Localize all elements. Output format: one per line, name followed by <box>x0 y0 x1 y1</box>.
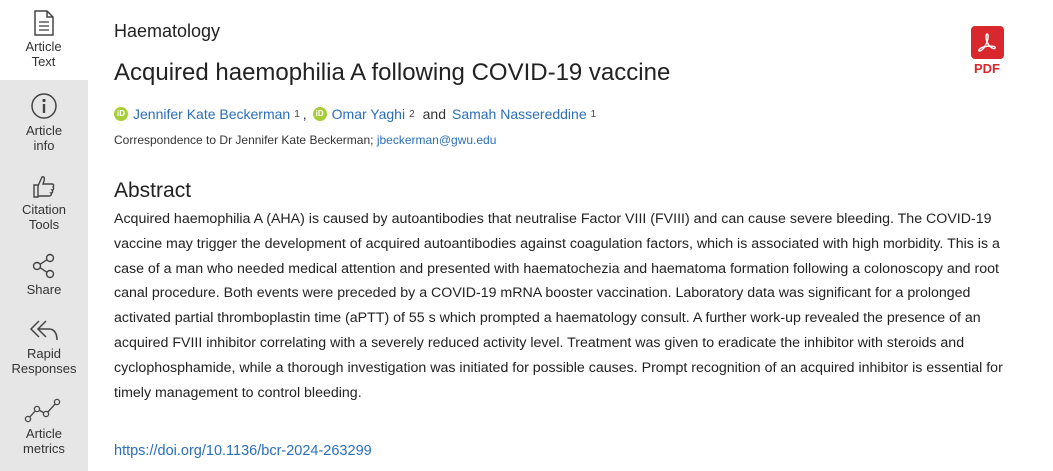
sidebar-item-article-text[interactable] <box>0 0 88 80</box>
info-icon <box>30 92 58 120</box>
sidebar-item-share[interactable] <box>0 253 88 297</box>
affiliation-number[interactable]: 1 <box>294 108 300 120</box>
affiliation-number[interactable]: 2 <box>409 108 415 120</box>
author-link[interactable]: Omar Yaghi <box>331 106 406 122</box>
author-list <box>114 106 596 122</box>
sidebar-item-rapid-responses[interactable] <box>0 317 88 376</box>
section-label: Haematology <box>114 21 221 41</box>
article-sidebar <box>0 0 88 471</box>
sidebar-item-article-metrics[interactable] <box>0 397 88 456</box>
pdf-label: PDF <box>974 61 1000 76</box>
correspondence-label: Correspondence to Dr Jennifer Kate Beckerman; <box>114 133 374 147</box>
reply-all-icon <box>29 317 59 343</box>
sidebar-item-citation-tools[interactable] <box>0 173 88 232</box>
sidebar-item-article-info[interactable] <box>0 92 88 153</box>
article-title: Acquired haemophilia A following COVID-19 vaccine <box>114 59 671 86</box>
affiliation-number[interactable]: 1 <box>590 108 597 120</box>
sidebar-item-label: Citation Tools <box>21 202 67 232</box>
pdf-icon <box>971 26 1004 59</box>
share-icon <box>31 253 57 279</box>
author-link[interactable]: Samah Nassereddine <box>451 106 587 122</box>
doi-link[interactable]: https://doi.org/10.1136/bcr-2024-263299 <box>114 443 372 459</box>
abstract-text: Acquired haemophilia A (AHA) is caused by autoantibodies that neutralise Factor VIII (FVIII) and can cause severe bleeding. The COVID-19 vaccine may trigger the development of acquired autoantibodies against coagulation factors, which is associated with high morbidity. This is a case of a man who needed medical attention and presented with haematochezia and haematoma formation following a colonoscopy and root canal procedure. Both events were preceded by a COVID-19 mRNA booster vaccination. Laboratory data was significant for a prolonged activated partial thromboplastin time (aPTT) of 55 s which prompted a haematology consult. A further work-up revealed the presence of an acquired FVIII inhibitor correlating with a severely reduced activity level. Treatment was given to eradicate the inhibitor with steroids and cyclophosphamide, while a thorough investigation was initiated for possible causes. Prompt recognition of an acquired inhibitor is essential for timely management to control bleeding. <box>114 211 1003 401</box>
sidebar-item-label: Article metrics <box>23 426 65 456</box>
abstract-heading: Abstract <box>114 179 192 202</box>
orcid-icon[interactable]: iD <box>313 107 327 121</box>
sidebar-item-label: Rapid Responses <box>11 346 77 376</box>
author-and: and <box>422 106 446 122</box>
document-icon <box>33 10 55 36</box>
sidebar-item-label: Article info <box>25 123 63 153</box>
author-separator: , <box>302 106 307 122</box>
pdf-download-button[interactable] <box>969 26 1005 78</box>
author-link[interactable]: Jennifer Kate Beckerman <box>133 106 291 122</box>
correspondence-email-link[interactable]: jbeckerman@gwu.edu <box>376 133 497 147</box>
correspondence <box>114 133 496 147</box>
orcid-icon[interactable]: iD <box>114 107 128 121</box>
metrics-icon <box>24 397 64 423</box>
sidebar-item-label: Share <box>26 282 62 297</box>
thumbs-up-icon <box>31 173 57 199</box>
sidebar-item-label: Article Text <box>25 39 62 69</box>
